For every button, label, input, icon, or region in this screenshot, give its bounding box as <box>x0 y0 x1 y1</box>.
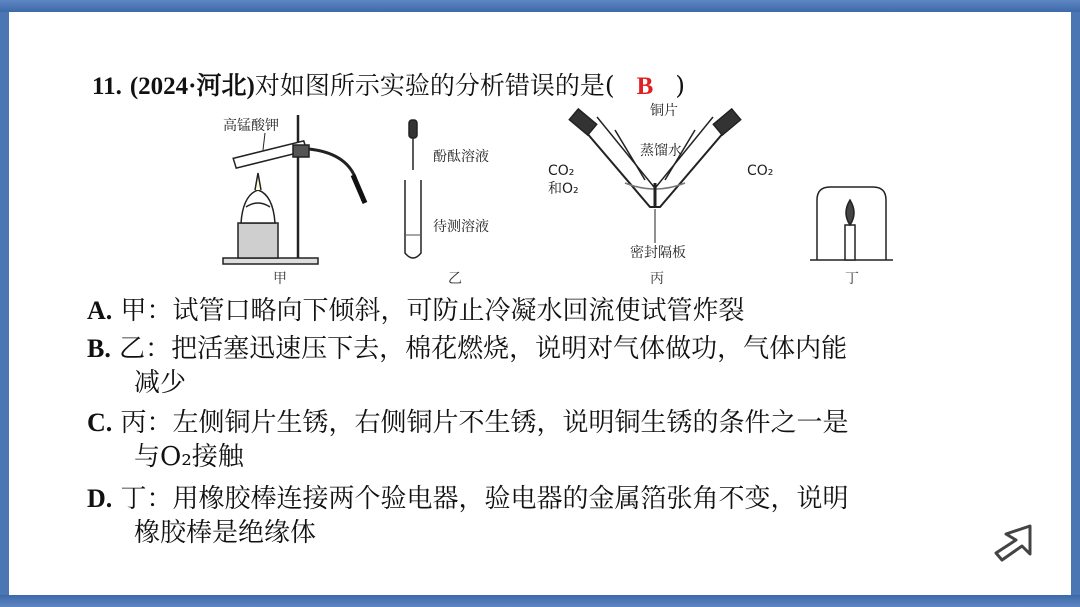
option-d[interactable] <box>87 482 849 550</box>
question-source: (2024·河北) <box>129 73 255 100</box>
label-co2-o2-line1: CO₂ <box>548 163 575 179</box>
label-copper: 铜片 <box>650 103 678 119</box>
label-co2-o2-line2: 和O₂ <box>548 181 579 197</box>
caption-bing: 丙 <box>650 271 664 287</box>
option-c[interactable] <box>87 406 849 474</box>
answer-letter: B <box>636 73 654 100</box>
label-sample: 待测溶液 <box>433 219 489 235</box>
option-c-letter: C. <box>87 408 113 437</box>
option-d-text: 丁：用橡胶棒连接两个验电器，验电器的金属箔张角不变，说明 <box>120 484 849 514</box>
option-a-letter: A. <box>87 296 113 325</box>
frame-top <box>0 0 1080 12</box>
frame-bottom <box>0 595 1080 607</box>
option-b-text-cont: 减少 <box>134 368 187 398</box>
apparatus-jia <box>223 115 365 264</box>
option-c-text: 丙：左侧铜片生锈，右侧铜片不生锈，说明铜生锈的条件之一是 <box>120 408 849 438</box>
caption-yi: 乙 <box>448 271 462 287</box>
option-c-text-cont: 与O₂接触 <box>134 442 244 472</box>
apparatus-yi <box>405 120 421 258</box>
experiment-figure <box>205 95 895 290</box>
question-number: 11. <box>92 73 122 100</box>
label-partition: 密封隔板 <box>630 245 686 261</box>
option-a-text: 甲：试管口略向下倾斜，可防止冷凝水回流使试管炸裂 <box>120 296 745 326</box>
label-co2-right: CO₂ <box>747 163 774 179</box>
label-phenolphthalein: 酚酞溶液 <box>433 149 489 165</box>
question-close: ) <box>675 71 686 100</box>
option-a[interactable] <box>87 294 745 328</box>
apparatus-ding <box>810 187 893 260</box>
option-d-letter: D. <box>87 484 113 513</box>
option-d-text-cont: 橡胶棒是绝缘体 <box>134 518 317 548</box>
label-kmno4: 高锰酸钾 <box>223 118 279 134</box>
option-b[interactable] <box>87 332 847 400</box>
label-water: 蒸馏水 <box>640 143 682 159</box>
option-b-letter: B. <box>87 334 111 363</box>
caption-ding: 丁 <box>845 271 859 287</box>
caption-jia: 甲 <box>273 271 287 287</box>
cursor-arrow-icon[interactable] <box>990 522 1036 562</box>
question-stem: 对如图所示实验的分析错误的是( <box>254 71 615 100</box>
option-b-text: 乙：把活塞迅速压下去，棉花燃烧，说明对气体做功，气体内能 <box>119 334 848 364</box>
